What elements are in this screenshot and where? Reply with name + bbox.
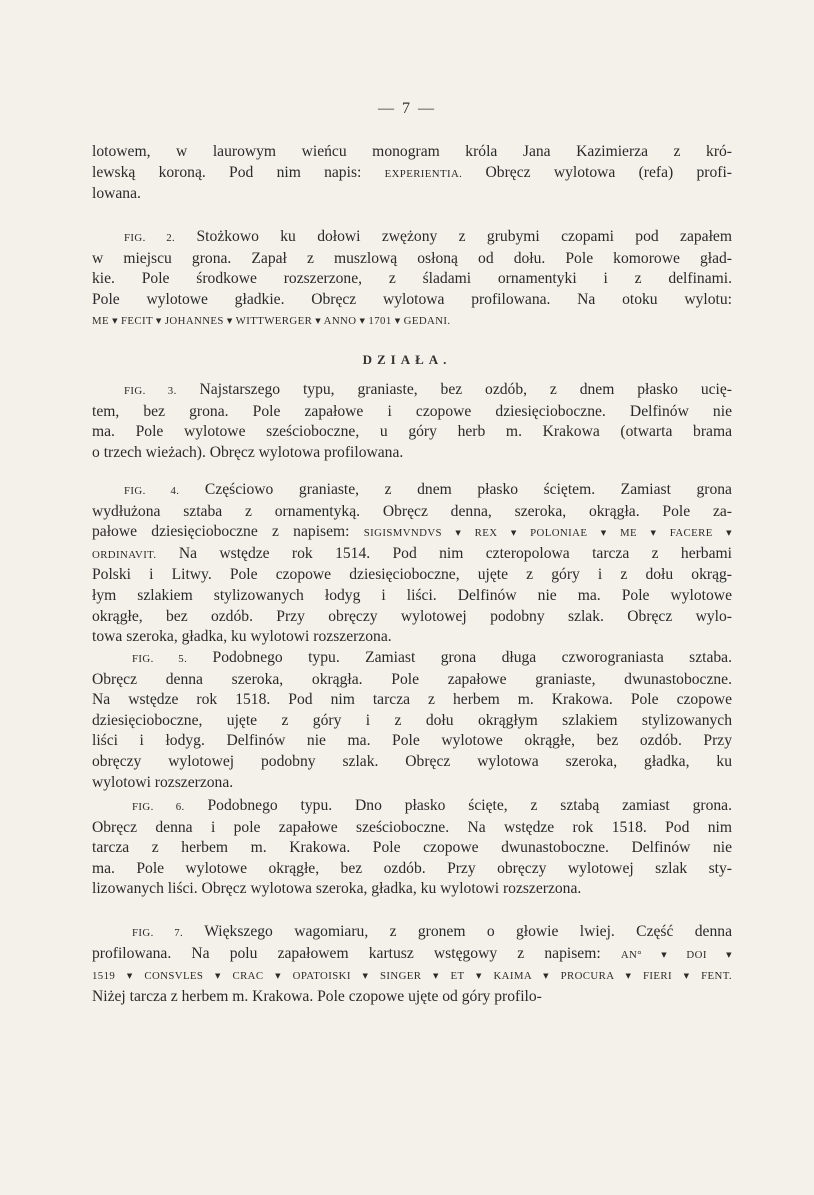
paragraph: [92, 227, 732, 332]
paragraph: [92, 796, 732, 900]
text-line: pałowe dziesięcioboczne z napisem: SIGISMVNDVS ▾ REX ▾ POLONIAE ▾ ME ▾ FACERE ▾: [92, 523, 732, 541]
text-line: [92, 965, 732, 987]
text-line: FIG. 7. Większego wagomiaru, z gronem o głowie lwiej. Część denna: [132, 923, 732, 940]
text-line: obręczy wylotowej podobny szlak. Obręcz wylotowa szeroka, gładka, ku: [92, 752, 732, 770]
text-line: FIG. 3. Najstarszego typu, graniaste, bez ozdób, z dnem płasko ucię-: [124, 381, 732, 398]
text-line: Pole wylotowe gładkie. Obręcz wylotowa profilowana. Na otoku wylotu:: [92, 290, 732, 308]
text-line: tarcza z herbem m. Krakowa. Pole czopowe dwunastoboczne. Delfinów nie: [92, 839, 732, 857]
paragraph: [92, 480, 732, 648]
text-line: lizowanych liści. Obręcz wylotowa szeroka, gładka, ku wylotowi rozszerzona.: [92, 880, 582, 898]
text-line: liści i łodyg. Delfinów nie ma. Pole wylotowe okrągłe, bez ozdób. Przy: [92, 732, 732, 750]
text-line: towa szeroka, gładka, ku wylotowi rozszerzona.: [92, 628, 392, 646]
paragraph-fig-4: [92, 480, 732, 648]
text-line: ma. Pole wylotowe sześcioboczne, u góry herb m. Krakowa (otwarta brama: [92, 423, 732, 441]
small-caps-text: FIG. 5.: [132, 653, 188, 665]
text-line: lewską koroną. Pod nim napis: EXPERIENTIA. Obręcz wylotowa (refa) profi-: [92, 163, 732, 181]
small-caps-text: AN° ▾ DOI ▾: [620, 948, 732, 961]
paragraph: [92, 142, 732, 205]
text-line: FIG. 5. Podobnego typu. Zamiast grona długa czworograniasta sztaba.: [132, 649, 732, 666]
text-line: dziesięcioboczne, ujęte z góry i z dołu okrągłym szlakiem stylizowanych: [92, 711, 732, 729]
text-line: wylotowi rozszerzona.: [92, 773, 234, 791]
text-line: Polski i Litwy. Pole czopowe dziesięcioboczne, ujęte z góry i z dołu okrąg-: [92, 566, 732, 584]
paragraph: [92, 648, 732, 793]
text-line: tem, bez grona. Pole zapałowe i czopowe dziesięcioboczne. Delfinów nie: [92, 402, 732, 420]
text-line: wydłużona sztaba z ornamentyką. Obręcz denna, szeroka, okrągła. Pole za-: [92, 502, 732, 520]
small-caps-text: 1519 ▾ CONSVLES ▾ CRAC ▾ OPATOISKI ▾ SINGER ▾ ET ▾ KAIMA ▾ PROCURA ▾ FIERI ▾ FENT.: [92, 970, 732, 983]
paragraph: [92, 922, 732, 1007]
section-heading: DZIAŁA.: [362, 352, 452, 367]
small-caps-text: FIG. 7.: [132, 927, 184, 939]
text-line: FIG. 4. Częściowo graniaste, z dnem płasko ściętem. Zamiast grona: [124, 481, 732, 498]
text-line: FIG. 2. Stożkowo ku dołowi zwężony z grubymi czopami pod zapałem: [124, 228, 732, 245]
small-caps-text: ME ▾ FECIT ▾ JOHANNES ▾ WITTWERGER ▾ ANNO ▾ 1701 ▾ GEDANI.: [92, 315, 451, 328]
text-line: okrągłe, bez ozdób. Przy obręczy wylotowej podobny szlak. Obręcz wylo-: [92, 607, 732, 625]
text-line: lotowem, w laurowym wieńcu monogram króla Jana Kazimierza z kró-: [92, 143, 732, 160]
text-line: kie. Pole środkowe rozszerzone, z śladami ornamentyki i z delfinami.: [92, 270, 732, 288]
small-caps-text: EXPERIENTIA.: [384, 167, 463, 180]
paragraph-fig-6: [92, 796, 732, 900]
text-line: łym szlakiem stylizowanych łodyg i liści. Delfinów nie ma. Pole wylotowe: [92, 586, 732, 604]
text-line: Obręcz denna szeroka, okrągła. Pole zapałowe graniaste, dwunastoboczne.: [92, 670, 732, 688]
small-caps-text: ORDINAVIT.: [92, 548, 157, 561]
paragraph-fig-7: [92, 922, 732, 1007]
paragraph: [92, 380, 732, 463]
small-caps-text: FIG. 4.: [124, 485, 180, 497]
small-caps-text: FIG. 6.: [132, 801, 185, 813]
text-line: lowana.: [92, 185, 141, 203]
paragraph-fig-3: [92, 380, 732, 463]
small-caps-text: FIG. 3.: [124, 385, 177, 397]
text-line: Niżej tarcza z herbem m. Krakowa. Pole czopowe ujęte od góry profilo-: [92, 987, 542, 1005]
text-line: Obręcz denna i pole zapałowe sześcioboczne. Na wstędze rok 1518. Pod nim: [92, 818, 732, 836]
text-line: ORDINAVIT. Na wstędze rok 1514. Pod nim czteropolowa tarcza z herbami: [92, 544, 732, 562]
text-line: o trzech wieżach). Obręcz wylotowa profilowana.: [92, 443, 404, 461]
paragraph-fig-5: [92, 648, 732, 793]
text-line: w miejscu grona. Zapał z muszlową osłoną od dołu. Pole komorowe gład-: [92, 249, 732, 267]
text-line: [92, 310, 732, 332]
text-line: profilowana. Na polu zapałowem kartusz wstęgowy z napisem: AN° ▾ DOI ▾: [92, 944, 732, 962]
page-number: — 7 —: [378, 100, 436, 117]
text-line: ma. Pole wylotowe okrągłe, bez ozdób. Przy obręczy wylotowej szlak sty-: [92, 859, 732, 877]
small-caps-text: SIGISMVNDVS ▾ REX ▾ POLONIAE ▾ ME ▾ FACERE ▾: [363, 527, 732, 540]
paragraph-continuation: [92, 142, 732, 205]
small-caps-text: FIG. 2.: [124, 232, 176, 244]
text-line: FIG. 6. Podobnego typu. Dno płasko ścięte, z sztabą zamiast grona.: [132, 797, 732, 814]
text-line: Na wstędze rok 1518. Pod nim tarcza z herbem m. Krakowa. Pole czopowe: [92, 691, 732, 709]
paragraph-fig-2: [92, 227, 732, 332]
